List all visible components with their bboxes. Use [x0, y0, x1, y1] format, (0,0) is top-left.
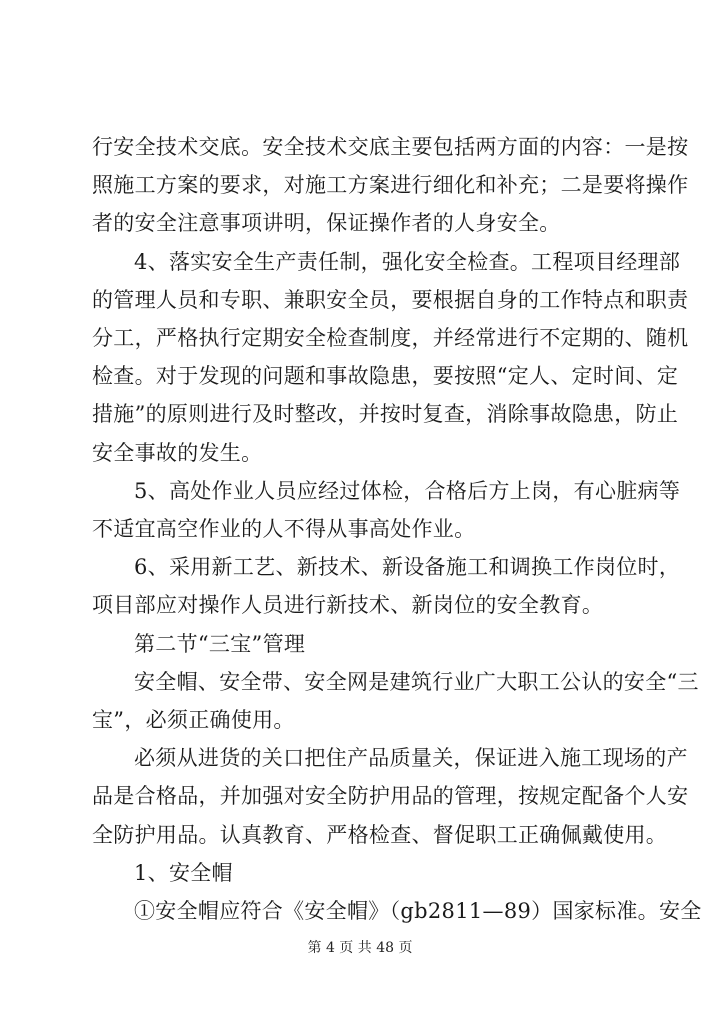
- paragraph-line: 的管理人员和专职、兼职安全员，要根据自身的工作特点和职责: [92, 288, 689, 312]
- paragraph-line: 安全帽、安全带、安全网是建筑行业广大职工公认的安全“三: [134, 670, 699, 694]
- paragraph-line: 措施”的原则进行及时整改，并按时复查，消除事故隐患，防止: [92, 402, 679, 426]
- paragraph-line: 4、落实安全生产责任制，强化安全检查。工程项目经理部: [134, 250, 681, 274]
- paragraph-line: 照施工方案的要求，对施工方案进行细化和补充；二是要将操作: [92, 173, 689, 197]
- paragraph-line: 检查。对于发现的问题和事故隐患，要按照“定人、定时间、定: [92, 364, 679, 388]
- paragraph-line: 不适宜高空作业的人不得从事高处作业。: [92, 517, 476, 541]
- paragraph-line: 项目部应对操作人员进行新技术、新岗位的安全教育。: [92, 593, 604, 617]
- paragraph-line: 行安全技术交底。安全技术交底主要包括两方面的内容：一是按: [92, 135, 689, 159]
- paragraph-line: 6、采用新工艺、新技术、新设备施工和调换工作岗位时，: [134, 555, 681, 579]
- paragraph-line: 品是合格品，并加强对安全防护用品的管理，按规定配备个人安: [92, 784, 689, 808]
- paragraph-line: 必须从进货的关口把住产品质量关，保证进入施工现场的产: [134, 746, 688, 770]
- page-number-footer: 第 4 页 共 48 页: [307, 940, 413, 956]
- paragraph-line: 5、高处作业人员应经过体检，合格后方上岗，有心脏病等: [134, 479, 681, 503]
- paragraph-line: 全防护用品。认真教育、严格检查、督促职工正确佩戴使用。: [92, 823, 668, 847]
- section-heading: 第二节“三宝”管理: [134, 632, 306, 656]
- paragraph-line: 分工，严格执行定期安全检查制度，并经常进行不定期的、随机: [92, 326, 689, 350]
- paragraph-line: 安全事故的发生。: [92, 441, 263, 465]
- paragraph-line: 宝”，必须正确使用。: [92, 708, 295, 732]
- paragraph-line: 者的安全注意事项讲明，保证操作者的人身安全。: [92, 211, 561, 235]
- paragraph-line: ①安全帽应符合《安全帽》（gb2811—89）国家标准。安全: [134, 899, 702, 923]
- subsection-heading: 1、安全帽: [134, 861, 233, 885]
